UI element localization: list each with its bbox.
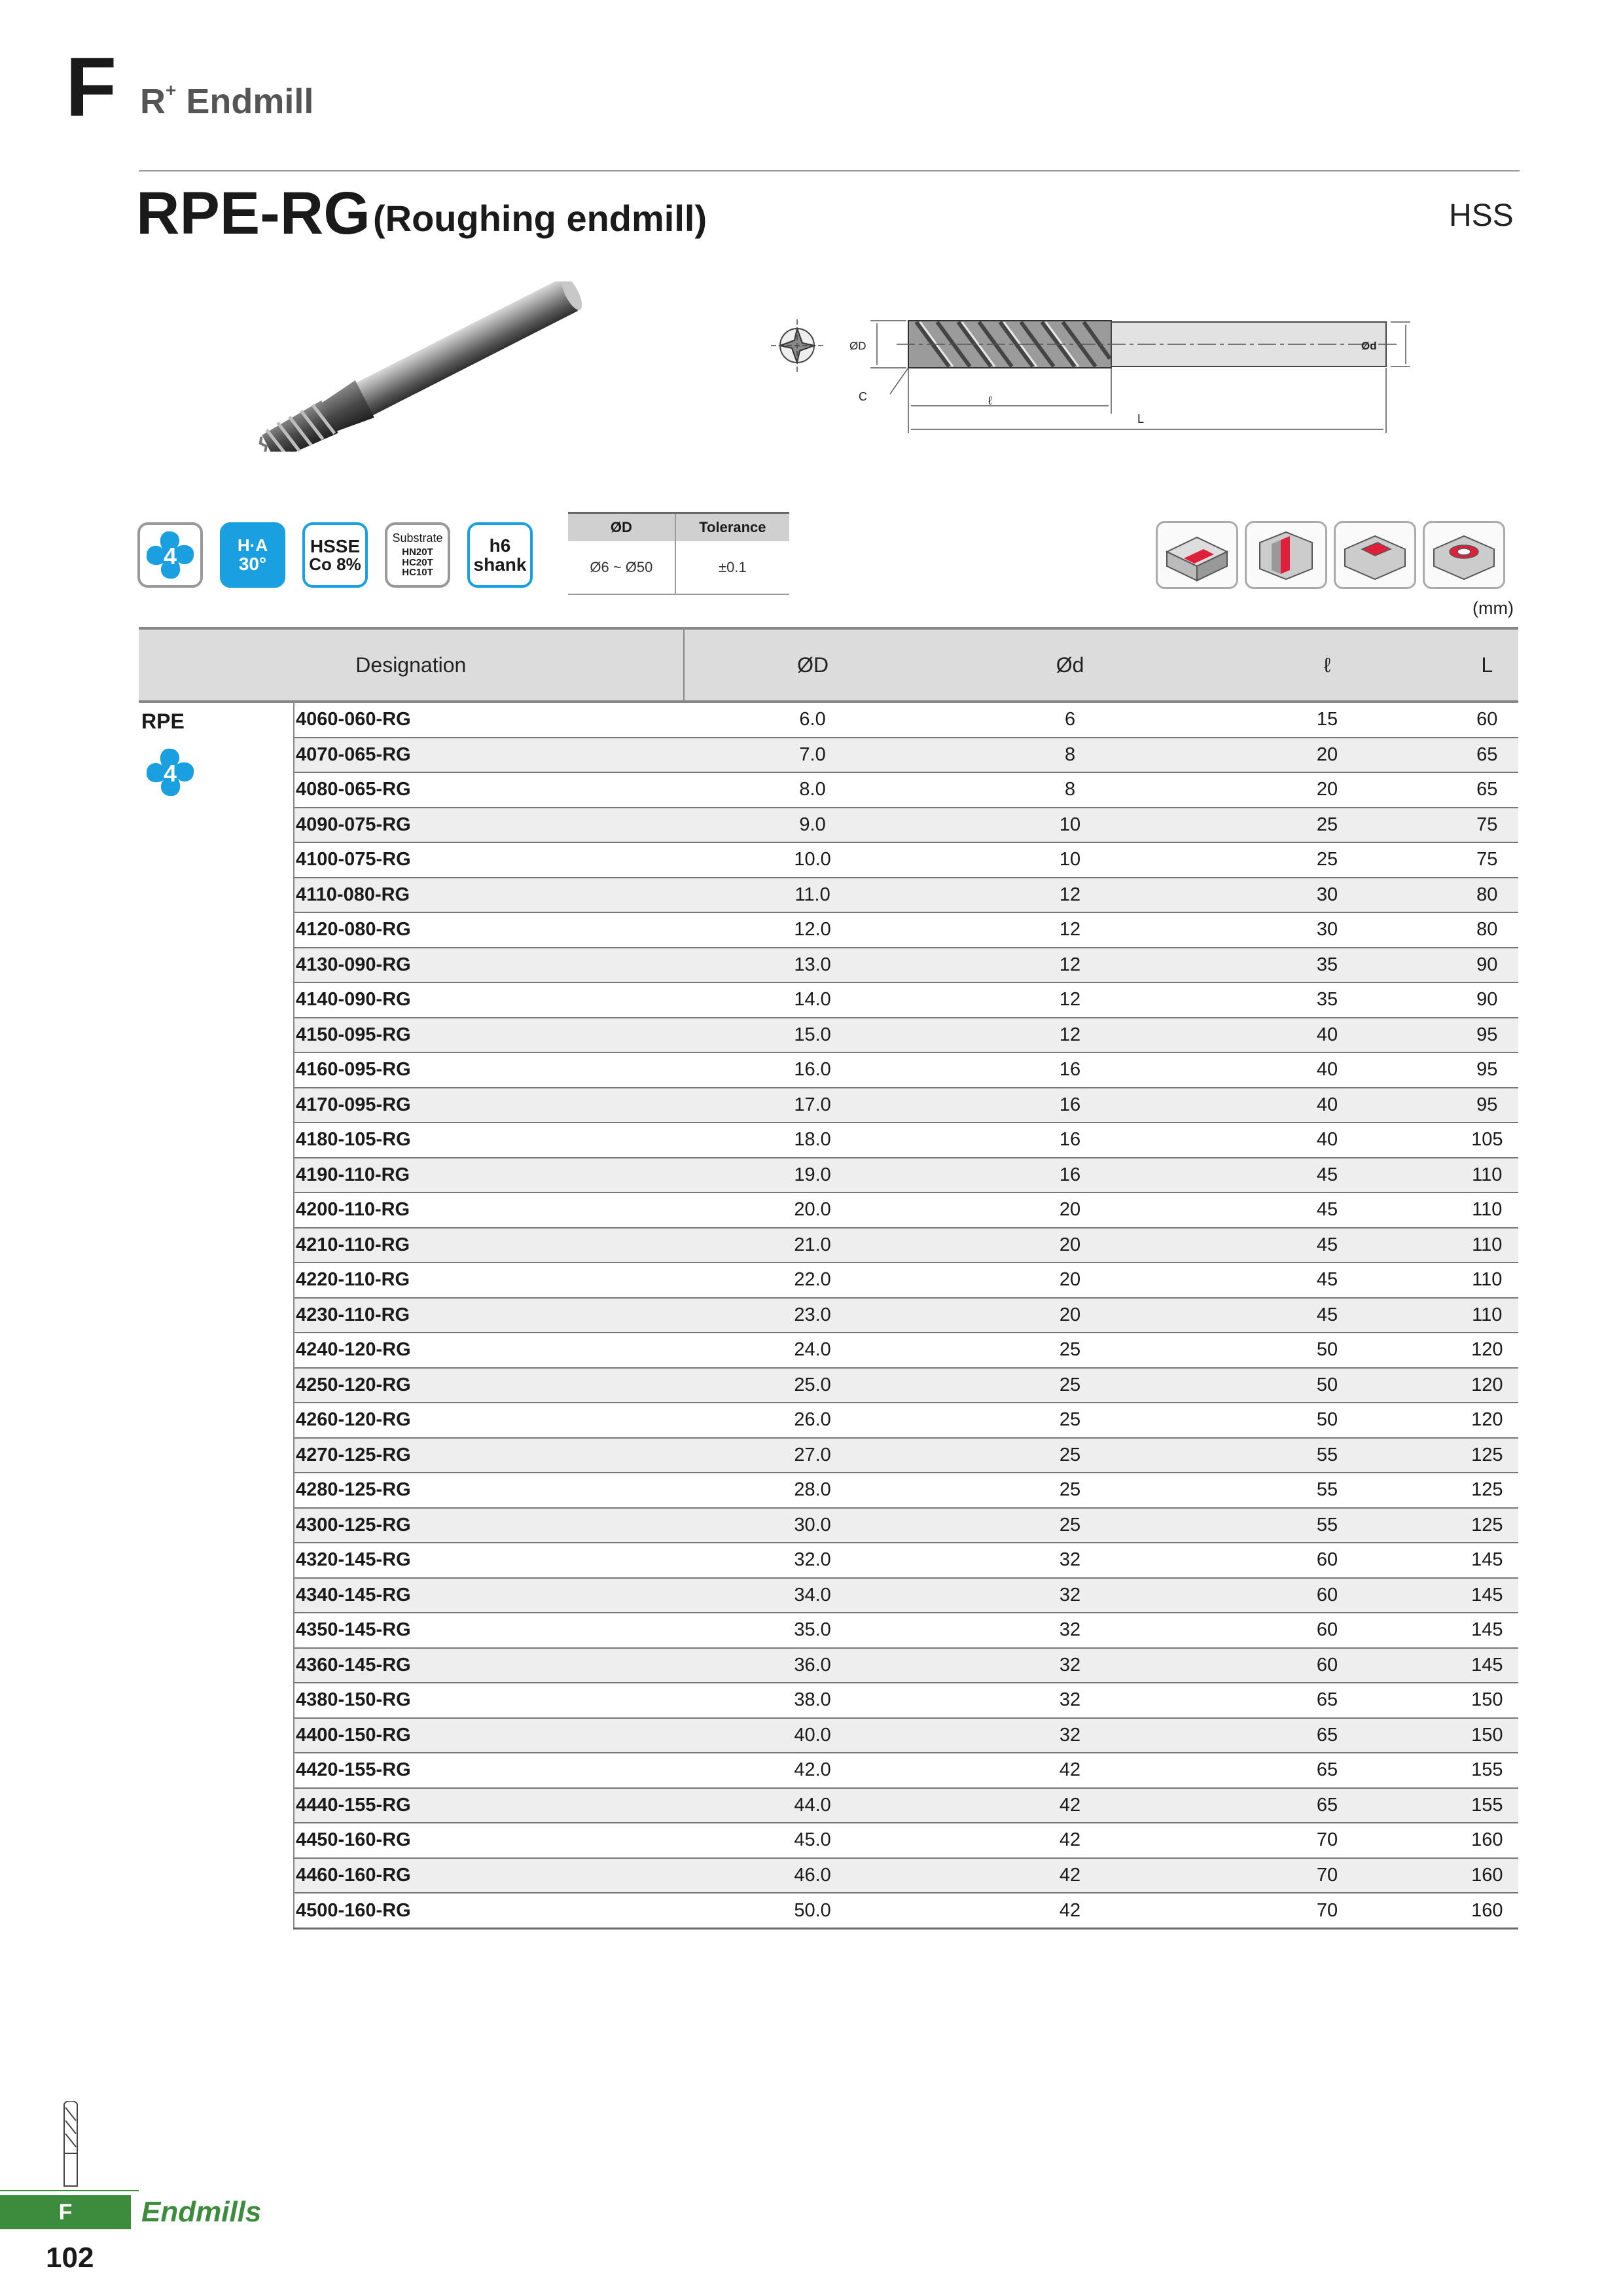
cell-sd: 10 bbox=[942, 808, 1199, 843]
cell-sd: 25 bbox=[942, 1508, 1199, 1543]
cell-fl: 40 bbox=[1199, 1088, 1456, 1123]
cell-ol: 150 bbox=[1456, 1718, 1518, 1753]
cell-code: 4300-125-RG bbox=[294, 1508, 684, 1543]
endmill-footer-icon bbox=[58, 2101, 84, 2189]
cell-sd: 42 bbox=[942, 1858, 1199, 1893]
table-row bbox=[139, 948, 1518, 983]
cell-sd: 20 bbox=[942, 1228, 1199, 1263]
endmill-photo bbox=[236, 281, 615, 452]
unit-label: (mm) bbox=[1472, 598, 1514, 618]
cell-sd: 16 bbox=[942, 1088, 1199, 1123]
cell-code: 4100-075-RG bbox=[294, 842, 684, 878]
product-subtitle: (Roughing endmill) bbox=[373, 198, 707, 239]
cell-ol: 110 bbox=[1456, 1228, 1518, 1263]
cell-code: 4280-125-RG bbox=[294, 1473, 684, 1508]
page-number: 102 bbox=[46, 2242, 94, 2274]
cell-ol: 150 bbox=[1456, 1683, 1518, 1718]
table-row bbox=[139, 1403, 1518, 1438]
cell-od: 38.0 bbox=[684, 1683, 942, 1718]
cell-sd: 25 bbox=[942, 1473, 1199, 1508]
cell-fl: 30 bbox=[1199, 912, 1456, 948]
table-row bbox=[139, 808, 1518, 843]
cell-sd: 25 bbox=[942, 1403, 1199, 1438]
cell-od: 35.0 bbox=[684, 1613, 942, 1648]
cell-code: 4350-145-RG bbox=[294, 1613, 684, 1648]
helix-angle-icon: H·A 30° bbox=[220, 522, 285, 588]
cell-ol: 160 bbox=[1456, 1823, 1518, 1858]
cell-fl: 55 bbox=[1199, 1473, 1456, 1508]
cell-sd: 25 bbox=[942, 1333, 1199, 1368]
header-overall-length: L bbox=[1456, 628, 1518, 702]
table-row bbox=[139, 1088, 1518, 1123]
tolerance-header-tol: Tolerance bbox=[675, 513, 789, 542]
cell-sd: 12 bbox=[942, 878, 1199, 913]
table-row bbox=[139, 912, 1518, 948]
cell-sd: 12 bbox=[942, 982, 1199, 1018]
cell-fl: 25 bbox=[1199, 808, 1456, 843]
cell-fl: 45 bbox=[1199, 1193, 1456, 1228]
cell-sd: 42 bbox=[942, 1893, 1199, 1929]
side-milling-icon bbox=[1156, 521, 1238, 589]
cell-code: 4320-145-RG bbox=[294, 1543, 684, 1578]
cell-ol: 110 bbox=[1456, 1193, 1518, 1228]
cell-sd: 42 bbox=[942, 1788, 1199, 1823]
cell-od: 17.0 bbox=[684, 1088, 942, 1123]
cell-ol: 110 bbox=[1456, 1158, 1518, 1193]
cell-ol: 145 bbox=[1456, 1648, 1518, 1683]
cell-od: 30.0 bbox=[684, 1508, 942, 1543]
cell-fl: 55 bbox=[1199, 1438, 1456, 1473]
cell-od: 34.0 bbox=[684, 1578, 942, 1613]
cell-ol: 120 bbox=[1456, 1403, 1518, 1438]
cell-ol: 95 bbox=[1456, 1018, 1518, 1053]
cell-code: 4440-155-RG bbox=[294, 1788, 684, 1823]
cell-ol: 160 bbox=[1456, 1858, 1518, 1893]
cell-sd: 42 bbox=[942, 1753, 1199, 1788]
cell-od: 45.0 bbox=[684, 1823, 942, 1858]
cell-code: 4450-160-RG bbox=[294, 1823, 684, 1858]
cell-od: 18.0 bbox=[684, 1122, 942, 1158]
shank-h6-icon: h6 shank bbox=[467, 522, 533, 588]
cell-ol: 80 bbox=[1456, 878, 1518, 913]
table-row bbox=[139, 1438, 1518, 1473]
cell-ol: 155 bbox=[1456, 1753, 1518, 1788]
cell-code: 4400-150-RG bbox=[294, 1718, 684, 1753]
cell-od: 21.0 bbox=[684, 1228, 942, 1263]
cell-od: 13.0 bbox=[684, 948, 942, 983]
cell-fl: 50 bbox=[1199, 1368, 1456, 1403]
cell-sd: 25 bbox=[942, 1438, 1199, 1473]
cell-sd: 32 bbox=[942, 1578, 1199, 1613]
cell-sd: 32 bbox=[942, 1613, 1199, 1648]
cell-fl: 70 bbox=[1199, 1893, 1456, 1929]
cell-od: 20.0 bbox=[684, 1193, 942, 1228]
cell-code: 4240-120-RG bbox=[294, 1333, 684, 1368]
cell-code: 4130-090-RG bbox=[294, 948, 684, 983]
section-title-rest: Endmill bbox=[176, 82, 314, 121]
header-flute-length: ℓ bbox=[1199, 628, 1456, 702]
cell-sd: 16 bbox=[942, 1158, 1199, 1193]
cell-code: 4270-125-RG bbox=[294, 1438, 684, 1473]
cell-sd: 10 bbox=[942, 842, 1199, 878]
table-row bbox=[139, 1018, 1518, 1053]
cell-code: 4210-110-RG bbox=[294, 1228, 684, 1263]
cell-code: 4250-120-RG bbox=[294, 1368, 684, 1403]
cell-fl: 20 bbox=[1199, 772, 1456, 808]
tolerance-table bbox=[568, 512, 789, 595]
cell-ol: 145 bbox=[1456, 1578, 1518, 1613]
header-divider bbox=[139, 170, 1520, 171]
cell-fl: 60 bbox=[1199, 1578, 1456, 1613]
table-row bbox=[139, 1578, 1518, 1613]
table-row bbox=[139, 1473, 1518, 1508]
section-letter: F bbox=[65, 41, 117, 134]
cell-code: 4220-110-RG bbox=[294, 1263, 684, 1298]
cell-od: 10.0 bbox=[684, 842, 942, 878]
cell-ol: 90 bbox=[1456, 982, 1518, 1018]
cell-od: 9.0 bbox=[684, 808, 942, 843]
cell-od: 6.0 bbox=[684, 702, 942, 738]
cell-ol: 65 bbox=[1456, 738, 1518, 773]
series-cell bbox=[139, 702, 294, 1929]
cell-ol: 75 bbox=[1456, 808, 1518, 843]
cell-code: 4460-160-RG bbox=[294, 1858, 684, 1893]
cell-code: 4200-110-RG bbox=[294, 1193, 684, 1228]
table-row bbox=[139, 1788, 1518, 1823]
cell-code: 4380-150-RG bbox=[294, 1683, 684, 1718]
cell-fl: 40 bbox=[1199, 1018, 1456, 1053]
cell-fl: 50 bbox=[1199, 1333, 1456, 1368]
cell-code: 4060-060-RG bbox=[294, 702, 684, 738]
cell-code: 4500-160-RG bbox=[294, 1893, 684, 1929]
table-row bbox=[139, 1368, 1518, 1403]
cell-fl: 25 bbox=[1199, 842, 1456, 878]
cell-ol: 60 bbox=[1456, 702, 1518, 738]
cell-fl: 70 bbox=[1199, 1858, 1456, 1893]
cell-od: 8.0 bbox=[684, 772, 942, 808]
cell-od: 24.0 bbox=[684, 1333, 942, 1368]
cell-sd: 32 bbox=[942, 1718, 1199, 1753]
cell-sd: 16 bbox=[942, 1052, 1199, 1088]
cell-ol: 90 bbox=[1456, 948, 1518, 983]
cell-code: 4110-080-RG bbox=[294, 878, 684, 913]
cell-sd: 32 bbox=[942, 1543, 1199, 1578]
cell-sd: 20 bbox=[942, 1263, 1199, 1298]
cell-ol: 75 bbox=[1456, 842, 1518, 878]
material-label: HSS bbox=[1449, 198, 1514, 233]
pocketing-icon bbox=[1334, 521, 1416, 589]
section-title bbox=[140, 80, 314, 121]
cell-od: 19.0 bbox=[684, 1158, 942, 1193]
table-row bbox=[139, 982, 1518, 1018]
cell-ol: 95 bbox=[1456, 1088, 1518, 1123]
cell-fl: 70 bbox=[1199, 1823, 1456, 1858]
cell-od: 28.0 bbox=[684, 1473, 942, 1508]
cell-sd: 20 bbox=[942, 1193, 1199, 1228]
cell-code: 4080-065-RG bbox=[294, 772, 684, 808]
cell-sd: 8 bbox=[942, 772, 1199, 808]
cell-code: 4090-075-RG bbox=[294, 808, 684, 843]
cell-od: 40.0 bbox=[684, 1718, 942, 1753]
svg-text:4: 4 bbox=[163, 543, 177, 569]
section-title-prefix: R bbox=[140, 82, 166, 121]
table-row bbox=[139, 1193, 1518, 1228]
cell-od: 11.0 bbox=[684, 878, 942, 913]
cell-od: 42.0 bbox=[684, 1753, 942, 1788]
cell-fl: 60 bbox=[1199, 1543, 1456, 1578]
cell-fl: 60 bbox=[1199, 1613, 1456, 1648]
table-row bbox=[139, 1718, 1518, 1753]
cell-ol: 110 bbox=[1456, 1263, 1518, 1298]
cell-code: 4150-095-RG bbox=[294, 1018, 684, 1053]
cell-od: 44.0 bbox=[684, 1788, 942, 1823]
cell-od: 15.0 bbox=[684, 1018, 942, 1053]
cell-od: 16.0 bbox=[684, 1052, 942, 1088]
cell-fl: 35 bbox=[1199, 948, 1456, 983]
table-row bbox=[139, 772, 1518, 808]
cell-fl: 45 bbox=[1199, 1263, 1456, 1298]
cell-sd: 32 bbox=[942, 1648, 1199, 1683]
cell-fl: 60 bbox=[1199, 1648, 1456, 1683]
table-row bbox=[139, 702, 1518, 738]
cell-fl: 45 bbox=[1199, 1228, 1456, 1263]
cell-code: 4360-145-RG bbox=[294, 1648, 684, 1683]
cell-fl: 65 bbox=[1199, 1788, 1456, 1823]
cell-code: 4190-110-RG bbox=[294, 1158, 684, 1193]
cell-sd: 12 bbox=[942, 912, 1199, 948]
cell-sd: 16 bbox=[942, 1122, 1199, 1158]
cell-sd: 6 bbox=[942, 702, 1199, 738]
footer-divider bbox=[0, 2190, 139, 2191]
cell-ol: 145 bbox=[1456, 1613, 1518, 1648]
cell-code: 4230-110-RG bbox=[294, 1298, 684, 1333]
cell-ol: 120 bbox=[1456, 1333, 1518, 1368]
label-l: ℓ bbox=[988, 394, 992, 407]
cell-sd: 12 bbox=[942, 948, 1199, 983]
table-row bbox=[139, 1298, 1518, 1333]
cell-ol: 160 bbox=[1456, 1893, 1518, 1929]
substrate-icon: Substrate HN20T HC20T HC10T bbox=[385, 522, 450, 588]
cell-od: 27.0 bbox=[684, 1438, 942, 1473]
cell-sd: 42 bbox=[942, 1823, 1199, 1858]
table-row bbox=[139, 1122, 1518, 1158]
cell-code: 4070-065-RG bbox=[294, 738, 684, 773]
cell-od: 22.0 bbox=[684, 1263, 942, 1298]
slotting-icon bbox=[1245, 521, 1327, 589]
label-L: L bbox=[1137, 412, 1145, 425]
flute-count-icon bbox=[143, 745, 198, 800]
table-row bbox=[139, 1052, 1518, 1088]
cell-od: 32.0 bbox=[684, 1543, 942, 1578]
cell-fl: 50 bbox=[1199, 1403, 1456, 1438]
cell-code: 4340-145-RG bbox=[294, 1578, 684, 1613]
cell-ol: 125 bbox=[1456, 1508, 1518, 1543]
cell-fl: 45 bbox=[1199, 1158, 1456, 1193]
header-designation: Designation bbox=[139, 628, 684, 702]
table-row bbox=[139, 1683, 1518, 1718]
cell-fl: 55 bbox=[1199, 1508, 1456, 1543]
cell-od: 46.0 bbox=[684, 1858, 942, 1893]
material-hsse-icon: HSSE Co 8% bbox=[302, 522, 368, 588]
cell-ol: 95 bbox=[1456, 1052, 1518, 1088]
table-row bbox=[139, 1648, 1518, 1683]
table-row bbox=[139, 738, 1518, 773]
tolerance-range: Ø6 ~ Ø50 bbox=[568, 541, 675, 594]
table-row bbox=[139, 1753, 1518, 1788]
cell-ol: 110 bbox=[1456, 1298, 1518, 1333]
table-row bbox=[139, 1893, 1518, 1929]
cell-fl: 65 bbox=[1199, 1718, 1456, 1753]
header-shank-d: Ød bbox=[942, 628, 1199, 702]
cell-ol: 65 bbox=[1456, 772, 1518, 808]
cell-od: 25.0 bbox=[684, 1368, 942, 1403]
cell-fl: 40 bbox=[1199, 1122, 1456, 1158]
footer-section-label: Endmills bbox=[141, 2196, 262, 2228]
table-row bbox=[139, 878, 1518, 913]
table-row bbox=[139, 1613, 1518, 1648]
cell-sd: 32 bbox=[942, 1683, 1199, 1718]
cell-code: 4120-080-RG bbox=[294, 912, 684, 948]
table-row bbox=[139, 1858, 1518, 1893]
table-row bbox=[139, 1333, 1518, 1368]
cell-ol: 125 bbox=[1456, 1473, 1518, 1508]
cell-ol: 125 bbox=[1456, 1438, 1518, 1473]
tolerance-value: ±0.1 bbox=[675, 541, 789, 594]
table-row bbox=[139, 1823, 1518, 1858]
cell-ol: 105 bbox=[1456, 1122, 1518, 1158]
cell-od: 12.0 bbox=[684, 912, 942, 948]
cell-od: 50.0 bbox=[684, 1893, 942, 1929]
cell-code: 4160-095-RG bbox=[294, 1052, 684, 1088]
table-row bbox=[139, 842, 1518, 878]
cell-code: 4180-105-RG bbox=[294, 1122, 684, 1158]
label-D: ØD bbox=[849, 340, 866, 352]
tolerance-header-d: ØD bbox=[568, 513, 675, 542]
table-row bbox=[139, 1158, 1518, 1193]
cell-fl: 15 bbox=[1199, 702, 1456, 738]
cell-ol: 145 bbox=[1456, 1543, 1518, 1578]
cell-sd: 20 bbox=[942, 1298, 1199, 1333]
table-row bbox=[139, 1263, 1518, 1298]
cell-od: 7.0 bbox=[684, 738, 942, 773]
cell-fl: 65 bbox=[1199, 1683, 1456, 1718]
cell-od: 36.0 bbox=[684, 1648, 942, 1683]
cell-fl: 65 bbox=[1199, 1753, 1456, 1788]
footer-section-tab: F bbox=[0, 2195, 131, 2229]
cell-od: 26.0 bbox=[684, 1403, 942, 1438]
end-view-icon bbox=[771, 319, 823, 372]
cell-code: 4420-155-RG bbox=[294, 1753, 684, 1788]
cell-code: 4170-095-RG bbox=[294, 1088, 684, 1123]
cell-ol: 80 bbox=[1456, 912, 1518, 948]
cell-ol: 120 bbox=[1456, 1368, 1518, 1403]
product-table bbox=[139, 627, 1518, 1929]
cell-fl: 35 bbox=[1199, 982, 1456, 1018]
section-title-sup: + bbox=[166, 80, 177, 100]
series-name: RPE bbox=[141, 709, 185, 733]
cell-sd: 8 bbox=[942, 738, 1199, 773]
product-code: RPE-RG bbox=[136, 180, 370, 247]
label-d: Ød bbox=[1361, 340, 1377, 352]
label-C: C bbox=[859, 390, 867, 403]
cell-code: 4140-090-RG bbox=[294, 982, 684, 1018]
cell-od: 23.0 bbox=[684, 1298, 942, 1333]
cell-code: 4260-120-RG bbox=[294, 1403, 684, 1438]
cell-sd: 25 bbox=[942, 1368, 1199, 1403]
dimension-drawing bbox=[766, 296, 1414, 440]
cell-fl: 30 bbox=[1199, 878, 1456, 913]
table-row bbox=[139, 1228, 1518, 1263]
cell-sd: 12 bbox=[942, 1018, 1199, 1053]
cell-fl: 45 bbox=[1199, 1298, 1456, 1333]
cell-ol: 155 bbox=[1456, 1788, 1518, 1823]
table-row bbox=[139, 1508, 1518, 1543]
cell-fl: 40 bbox=[1199, 1052, 1456, 1088]
cell-od: 14.0 bbox=[684, 982, 942, 1018]
flute-count-icon bbox=[137, 522, 203, 588]
table-row bbox=[139, 1543, 1518, 1578]
header-od: ØD bbox=[684, 628, 942, 702]
svg-text:4: 4 bbox=[163, 760, 177, 787]
plunging-icon bbox=[1423, 521, 1505, 589]
cell-fl: 20 bbox=[1199, 738, 1456, 773]
